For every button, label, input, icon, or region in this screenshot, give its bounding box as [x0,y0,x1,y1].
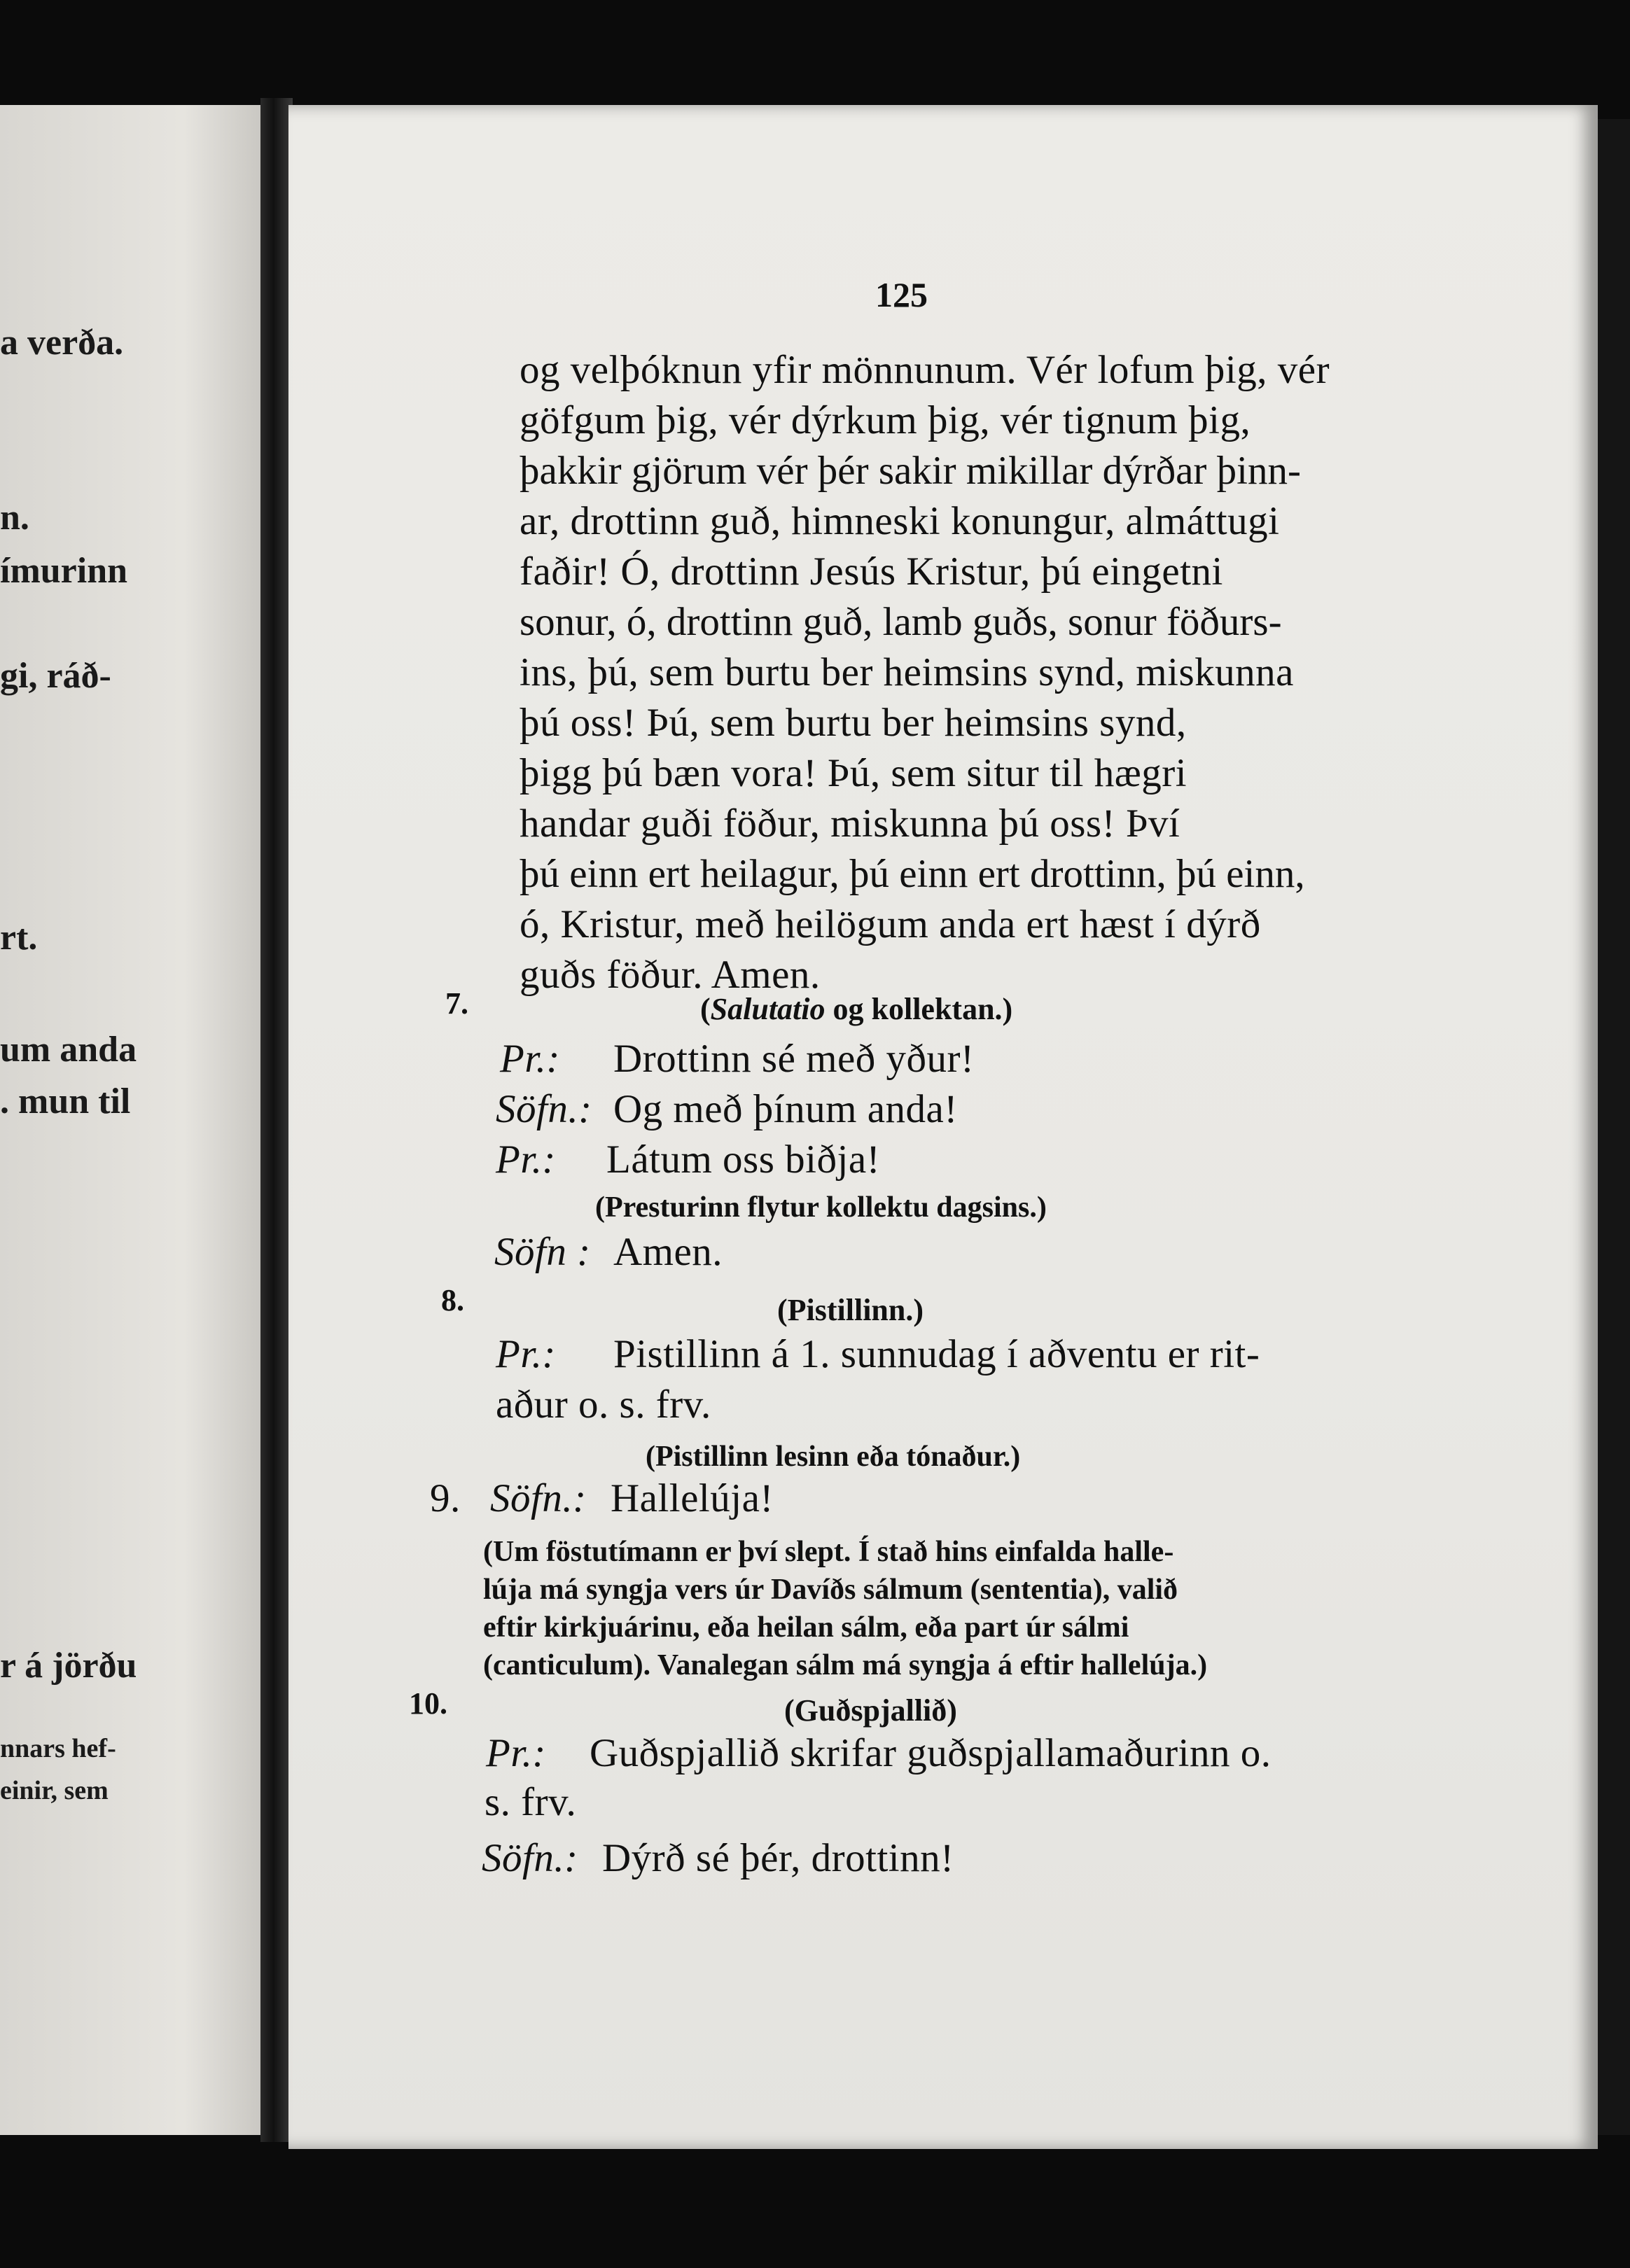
speaker-label: Söfn.: [482,1836,578,1880]
liturgy-line: aður o. s. frv. [496,1382,711,1427]
gloria-line: ins, þú, sem burtu ber heimsins synd, miskunna [520,650,1294,694]
rubric-note-line: lúja má syngja vers úr Davíðs sálmum (sententia), valið [483,1574,1178,1606]
previous-page-fragment [0,105,263,2135]
gloria-line: ó, Kristur, með heilögum anda ert hæst í dýrð [520,902,1261,946]
liturgy-line: Dýrð sé þér, drottinn! [602,1836,954,1880]
left-fragment-line: a verða. [0,323,124,363]
section-heading: (Pistillinn.) [777,1293,924,1327]
section-number: 8. [441,1283,464,1317]
gloria-line: guðs föður. Amen. [520,953,821,997]
gloria-line: handar guði föður, miskunna þú oss! Því [520,802,1180,846]
rubric-note-line: (canticulum). Vanalegan sálm má syngja á eftir hallelúja.) [483,1649,1208,1681]
speaker-label: Söfn.: [490,1476,587,1520]
liturgy-line: s. frv. [485,1780,577,1824]
left-fragment-line: um anda [0,1030,137,1070]
gloria-line: ar, drottinn guð, himneski konungur, almáttugi [520,499,1280,543]
liturgy-line: Pistillinn á 1. sunnudag í aðventu er rit- [613,1332,1260,1376]
speaker-label: Pr.: [500,1037,560,1081]
gloria-line: þú oss! Þú, sem burtu ber heimsins synd, [520,701,1187,745]
gloria-line: sonur, ó, drottinn guð, lamb guðs, sonur föðurs- [520,600,1282,644]
section-heading: (Guðspjallið) [784,1693,957,1728]
liturgy-line: Hallelúja! [611,1476,774,1520]
left-fragment-line: n. [0,498,29,538]
gloria-line: og velþóknun yfir mönnunum. Vér lofum þig, vér [520,348,1330,392]
left-fragment-line: . mun til [0,1082,131,1121]
liturgy-line: Látum oss biðja! [606,1138,881,1182]
section-number: 7. [445,986,468,1021]
left-fragment-line: einir, sem [0,1776,109,1805]
gloria-line: göfgum þig, vér dýrkum þig, vér tignum þig, [520,398,1251,442]
left-fragment-line: gi, ráð- [0,656,111,696]
page-number: 125 [875,275,928,314]
speaker-label: Söfn.: [496,1087,592,1131]
gloria-line: faðir! Ó, drottinn Jesús Kristur, þú eingetni [520,550,1223,594]
gloria-line: þú einn ert heilagur, þú einn ert drottinn, þú einn, [520,852,1305,896]
liturgy-line: Amen. [613,1230,723,1274]
left-fragment-line: rt. [0,918,38,958]
left-fragment-line: ímurinn [0,551,128,591]
gloria-line: þakkir gjörum vér þér sakir mikillar dýrðar þinn- [520,449,1301,493]
rubric: (Presturinn flytur kollektu dagsins.) [595,1191,1047,1224]
gloria-line: þigg þú bæn vora! Þú, sem situr til hægri [520,751,1187,795]
rubric: (Pistillinn lesinn eða tónaður.) [646,1441,1021,1473]
liturgy-line: Guðspjallið skrifar guðspjallamaðurinn o. [590,1731,1272,1775]
left-fragment-line: nnars hef- [0,1734,116,1763]
speaker-label: Pr.: [486,1731,546,1775]
page-edge-shadow [1598,119,1630,2135]
latin-term: Salutatio [710,992,826,1026]
speaker-label: Pr.: [496,1138,556,1182]
section-number: 10. [409,1686,447,1721]
rubric-note-line: (Um föstutímann er því slept. Í stað hins einfalda halle- [483,1536,1174,1568]
speaker-label: Pr.: [496,1332,556,1376]
section-heading: (Salutatio og kollektan.) [700,992,1013,1026]
section-number: 9. [430,1476,461,1520]
liturgy-line: Og með þínum anda! [613,1087,958,1131]
left-fragment-line: r á jörðu [0,1646,137,1686]
liturgy-line: Drottinn sé með yður! [613,1037,975,1081]
speaker-label: Söfn : [494,1230,591,1274]
rubric-note-line: eftir kirkjuárinu, eða heilan sálm, eða part úr sálmi [483,1611,1129,1644]
